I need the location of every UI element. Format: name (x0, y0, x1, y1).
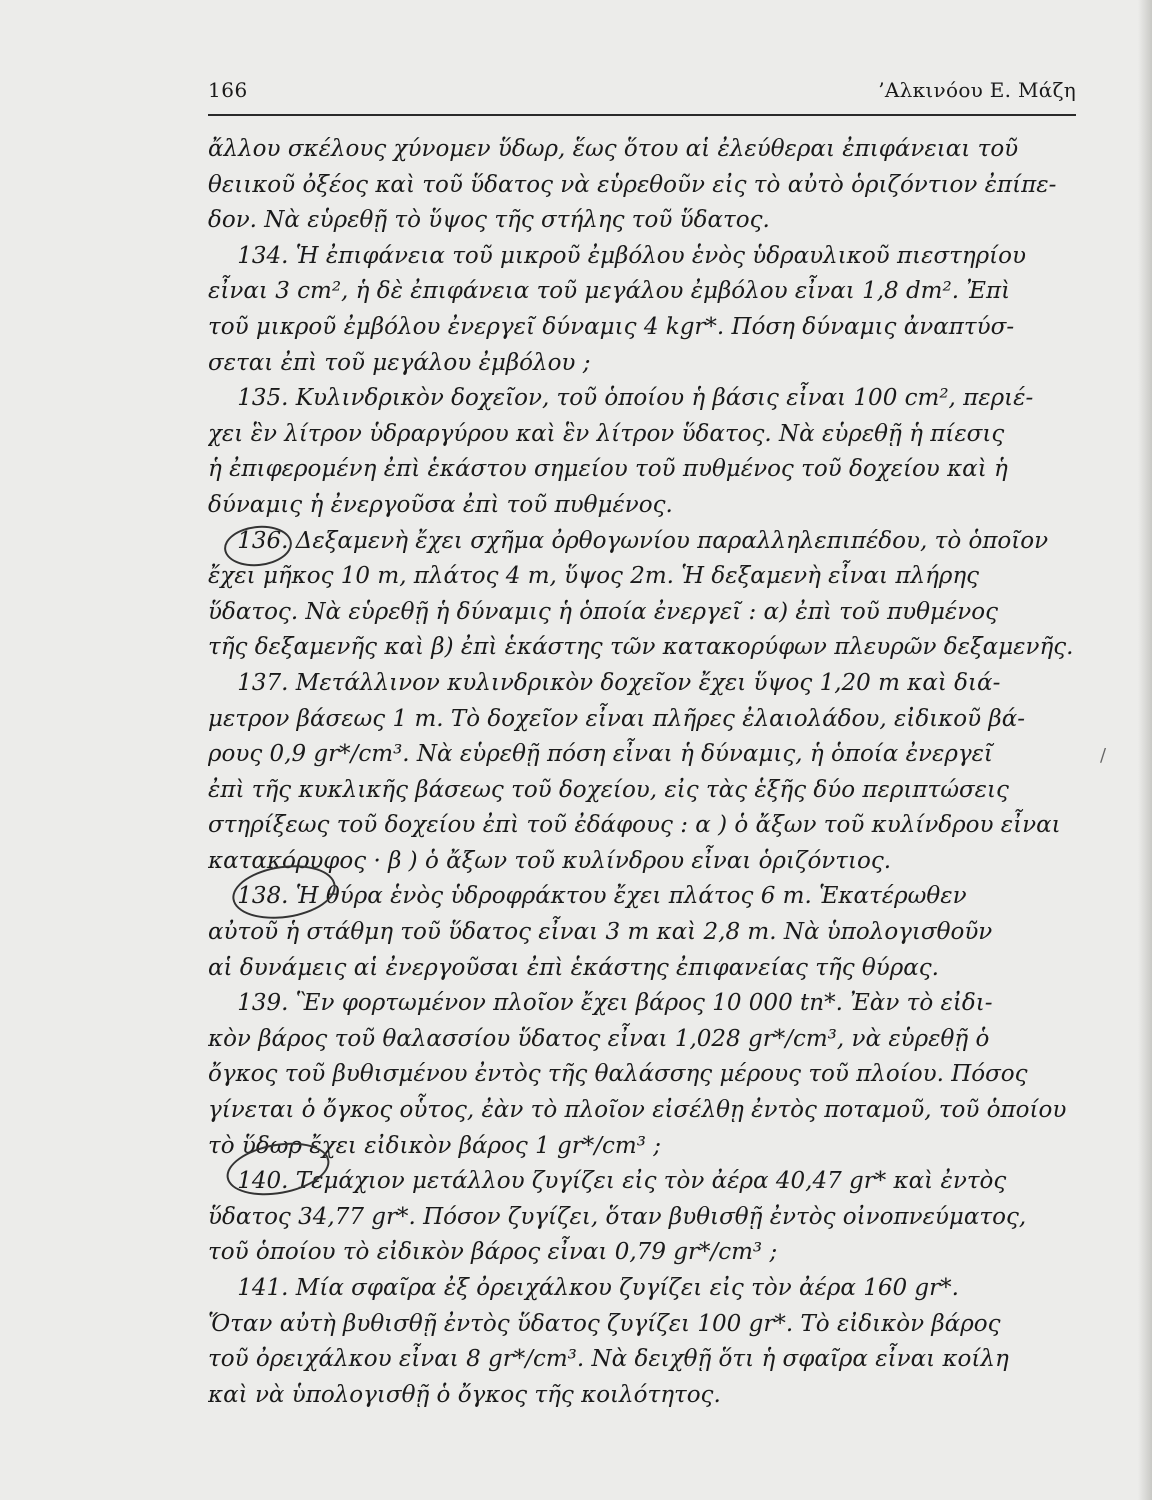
text-line: τῆς δεξαμενῆς καὶ β) ἐπὶ ἑκάστης τῶν κατακορύφων πλευρῶν δεξαμενῆς. (208, 634, 1074, 661)
page-header (208, 78, 1076, 112)
text-line: ὕδατος. Νὰ εὑρεθῇ ἡ δύναμις ἡ ὁποία ἐνεργεῖ : α) ἐπὶ τοῦ πυθμένος (208, 598, 998, 625)
text-line: τοῦ μικροῦ ἐμβόλου ἐνεργεῖ δύναμις 4 kgr*. Πόση δύναμις ἀναπτύσ- (208, 313, 1015, 340)
problem-139-line: 139. Ἓν φορτωμένον πλοῖον ἔχει βάρος 10 000 tn*. Ἐὰν τὸ εἰδι- (208, 990, 993, 1017)
text-line: ἡ ἐπιφερομένη ἐπὶ ἑκάστου σημείου τοῦ πυθμένος τοῦ δοχείου καὶ ἡ (208, 456, 1008, 483)
page-edge-shadow (1138, 0, 1152, 1500)
text-line: ἔχει μῆκος 10 m, πλάτος 4 m, ὕψος 2m. Ἡ δεξαμενὴ εἶναι πλήρης (208, 563, 980, 590)
problem-141-line: 141. Μία σφαῖρα ἐξ ὀρειχάλκου ζυγίζει εἰς τὸν ἀέρα 160 gr*. (208, 1275, 959, 1301)
body-text (208, 132, 1076, 1413)
text-line: δύναμις ἡ ἐνεργοῦσα ἐπὶ τοῦ πυθμένος. (208, 491, 673, 518)
problem-134-line: 134. Ἡ ἐπιφάνεια τοῦ μικροῦ ἐμβόλου ἑνὸς ὑδραυλικοῦ πιεστηρίου (208, 242, 1027, 269)
page-number: 166 (208, 78, 248, 102)
text-line: ἄλλου σκέλους χύνομεν ὕδωρ, ἕως ὅτου αἱ ἐλεύθεραι ἐπιφάνειαι τοῦ (208, 136, 1019, 162)
margin-tick-mark: / (1100, 745, 1107, 766)
text-line: κατακόρυφος · β ) ὁ ἄξων τοῦ κυλίνδρου εἶναι ὁριζόντιος. (208, 847, 892, 874)
text-line: αἱ δυνάμεις αἱ ἐνεργοῦσαι ἐπὶ ἑκάστης ἐπιφανείας τῆς θύρας. (208, 954, 939, 981)
problem-135-line: 135. Κυλινδρικὸν δοχεῖον, τοῦ ὁποίου ἡ βάσις εἶναι 100 cm², περιέ- (208, 385, 1034, 412)
text-line: ὕδατος 34,77 gr*. Πόσον ζυγίζει, ὅταν βυθισθῇ ἐντὸς οἰνοπνεύματος, (208, 1203, 1027, 1230)
problem-137-line: 137. Μετάλλινον κυλινδρικὸν δοχεῖον ἔχει ὕψος 1,20 m καὶ διά- (208, 669, 1001, 696)
text-line: τοῦ ὀρειχάλκου εἶναι 8 gr*/cm³. Νὰ δειχθῇ ὅτι ἡ σφαῖρα εἶναι κοίλη (208, 1346, 1009, 1373)
running-head: ’Αλκινόου Ε. Μάζη (878, 78, 1076, 102)
text-line: αὐτοῦ ἡ στάθμη τοῦ ὕδατος εἶναι 3 m καὶ 2,8 m. Νὰ ὑπολογισθοῦν (208, 919, 993, 946)
text-line: καὶ νὰ ὑπολογισθῇ ὁ ὄγκος τῆς κοιλότητος. (208, 1381, 721, 1408)
text-line: Ὅταν αὐτὴ βυθισθῇ ἐντὸς ὕδατος ζυγίζει 100 gr*. Τὸ εἰδικὸν βάρος (208, 1310, 1001, 1337)
text-line: γίνεται ὁ ὄγκος οὗτος, ἐὰν τὸ πλοῖον εἰσέλθῃ ἐντὸς ποταμοῦ, τοῦ ὁποίου (208, 1097, 1067, 1124)
text-line: στηρίξεως τοῦ δοχείου ἐπὶ τοῦ ἐδάφους : α ) ὁ ἄξων τοῦ κυλίνδρου εἶναι (208, 812, 1061, 839)
problem-138-line: 138. Ἡ θύρα ἑνὸς ὑδροφράκτου ἔχει πλάτος 6 m. Ἑκατέρωθεν (208, 883, 967, 910)
header-rule (208, 114, 1076, 116)
text-line: ὄγκος τοῦ βυθισμένου ἐντὸς τῆς θαλάσσης μέρους τοῦ πλοίου. Πόσος (208, 1061, 1028, 1088)
text-line: τοῦ ὁποίου τὸ εἰδικὸν βάρος εἶναι 0,79 gr*/cm³ ; (208, 1239, 778, 1266)
text-line: θειικοῦ ὀξέος καὶ τοῦ ὕδατος νὰ εὑρεθοῦν εἰς τὸ αὐτὸ ὁριζόντιον ἐπίπε- (208, 171, 1057, 198)
text-line: ἐπὶ τῆς κυκλικῆς βάσεως τοῦ δοχείου, εἰς τὰς ἑξῆς δύο περιπτώσεις (208, 776, 1009, 803)
text-line: ρους 0,9 gr*/cm³. Νὰ εὑρεθῇ πόση εἶναι ἡ δύναμις, ἡ ὁποία ἐνεργεῖ (208, 741, 993, 768)
text-line: τὸ ὕδωρ ἔχει εἰδικὸν βάρος 1 gr*/cm³ ; (208, 1132, 661, 1159)
text-line: εἶναι 3 cm², ἡ δὲ ἐπιφάνεια τοῦ μεγάλου ἐμβόλου εἶναι 1,8 dm². Ἐπὶ (208, 278, 1011, 305)
text-line: σεται ἐπὶ τοῦ μεγάλου ἐμβόλου ; (208, 349, 591, 376)
text-line: δον. Νὰ εὑρεθῇ τὸ ὕψος τῆς στήλης τοῦ ὕδατος. (208, 207, 770, 234)
problem-140-line: 140. Τεμάχιον μετάλλου ζυγίζει εἰς τὸν ἀέρα 40,47 gr* καὶ ἐντὸς (208, 1168, 1007, 1195)
text-line: μετρον βάσεως 1 m. Τὸ δοχεῖον εἶναι πλῆρες ἐλαιολάδου, εἰδικοῦ βά- (208, 705, 1026, 732)
text-line: κὸν βάρος τοῦ θαλασσίου ὕδατος εἶναι 1,028 gr*/cm³, νὰ εὑρεθῇ ὁ (208, 1025, 990, 1052)
text-line: χει ἓν λίτρον ὑδραργύρου καὶ ἓν λίτρον ὕδατος. Νὰ εὑρεθῇ ἡ πίεσις (208, 420, 1005, 447)
problem-136-line: 136. Δεξαμενὴ ἔχει σχῆμα ὀρθογωνίου παραλληλεπιπέδου, τὸ ὁποῖον (208, 527, 1049, 554)
